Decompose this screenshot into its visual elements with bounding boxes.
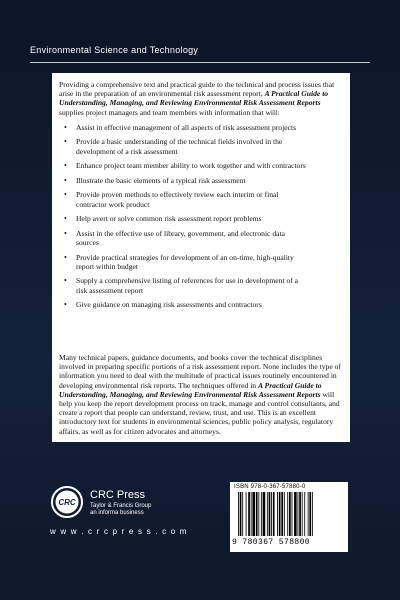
list-item: • Assist in effective management of all aspects of risk assessment projects <box>59 123 306 132</box>
publisher-website: w w w . c r c p r e s s . c o m <box>50 527 188 536</box>
closing-part1: Many technical papers, guidance documents, and books cover the technical disciplines involved in preparing specific portions of a risk assessment report. None includes the type of information you need to deal with the multitude of practical issues routinely encountered in developing environmental risk reports. The techniques offered in <box>59 353 341 390</box>
barcode-icon <box>234 492 344 538</box>
publisher-group: Taylor & Francis Group <box>90 503 152 509</box>
list-item: • Enhance project team member ability to work together and with contractors <box>59 161 306 170</box>
isbn-barcode <box>230 482 348 552</box>
feature-list <box>59 123 343 310</box>
closing-book-title: A Practical Guide to Understanding, Managing, and Reviewing Environmental Risk Assessment Reports <box>59 380 322 399</box>
publisher-name: CRC Press <box>90 489 146 501</box>
series-divider <box>30 62 370 63</box>
list-item: • Give guidance on managing risk assessments and contractors <box>59 300 306 309</box>
closing-panel <box>52 353 350 442</box>
list-item: • Provide a basic understanding of the technical fields involved in the development of a risk assessment <box>59 137 306 155</box>
publisher-business: an informa business <box>90 510 144 516</box>
list-item: • Provide practical strategies for development of an on-time, high-quality report within budget <box>59 253 306 271</box>
list-item: • Provide proven methods to effectively review each interim or final contractor work product <box>59 190 306 208</box>
closing-part2: will help you keep the report development process on track, manage and control consultants, and create a report that people can understand, review, trust, and use. This is an excellent introductory text for students in environmental sciences, public policy analysis, regulatory affairs, as well as for citizen advocates and attorneys. <box>59 389 340 436</box>
isbn-digits: 9 780367 578800 <box>232 538 311 547</box>
intro-book-title: A Practical Guide to Understanding, Managing, and Reviewing Environmental Risk Assessment Reports <box>59 89 329 108</box>
list-item: • Help avert or solve common risk assessment report problems <box>59 214 306 223</box>
intro-tail: supplies project managers and team members with information that will: <box>59 107 280 117</box>
closing-paragraph <box>59 353 343 436</box>
list-item: • Assist in the effective use of library, government, and electronic data sources <box>59 229 306 247</box>
isbn-label: ISBN 978-0-367-57880-0 <box>234 484 306 490</box>
list-item: • Illustrate the basic elements of a typical risk assessment <box>59 176 306 185</box>
crc-logo-icon <box>50 485 84 519</box>
series-title: Environmental Science and Technology <box>30 45 199 55</box>
publisher-block <box>50 485 220 545</box>
intro-paragraph <box>59 80 343 117</box>
publisher-subtitle <box>90 503 151 517</box>
description-panel <box>52 73 350 353</box>
list-item: • Supply a comprehensive listing of references for use in development of a risk assessment report <box>59 276 306 294</box>
logo-text: CRC <box>58 498 76 507</box>
intro-lead: Providing a comprehensive text and practical guide to the technical and process issues that arise in the preparation of an environmental risk assessment report, <box>59 80 335 99</box>
